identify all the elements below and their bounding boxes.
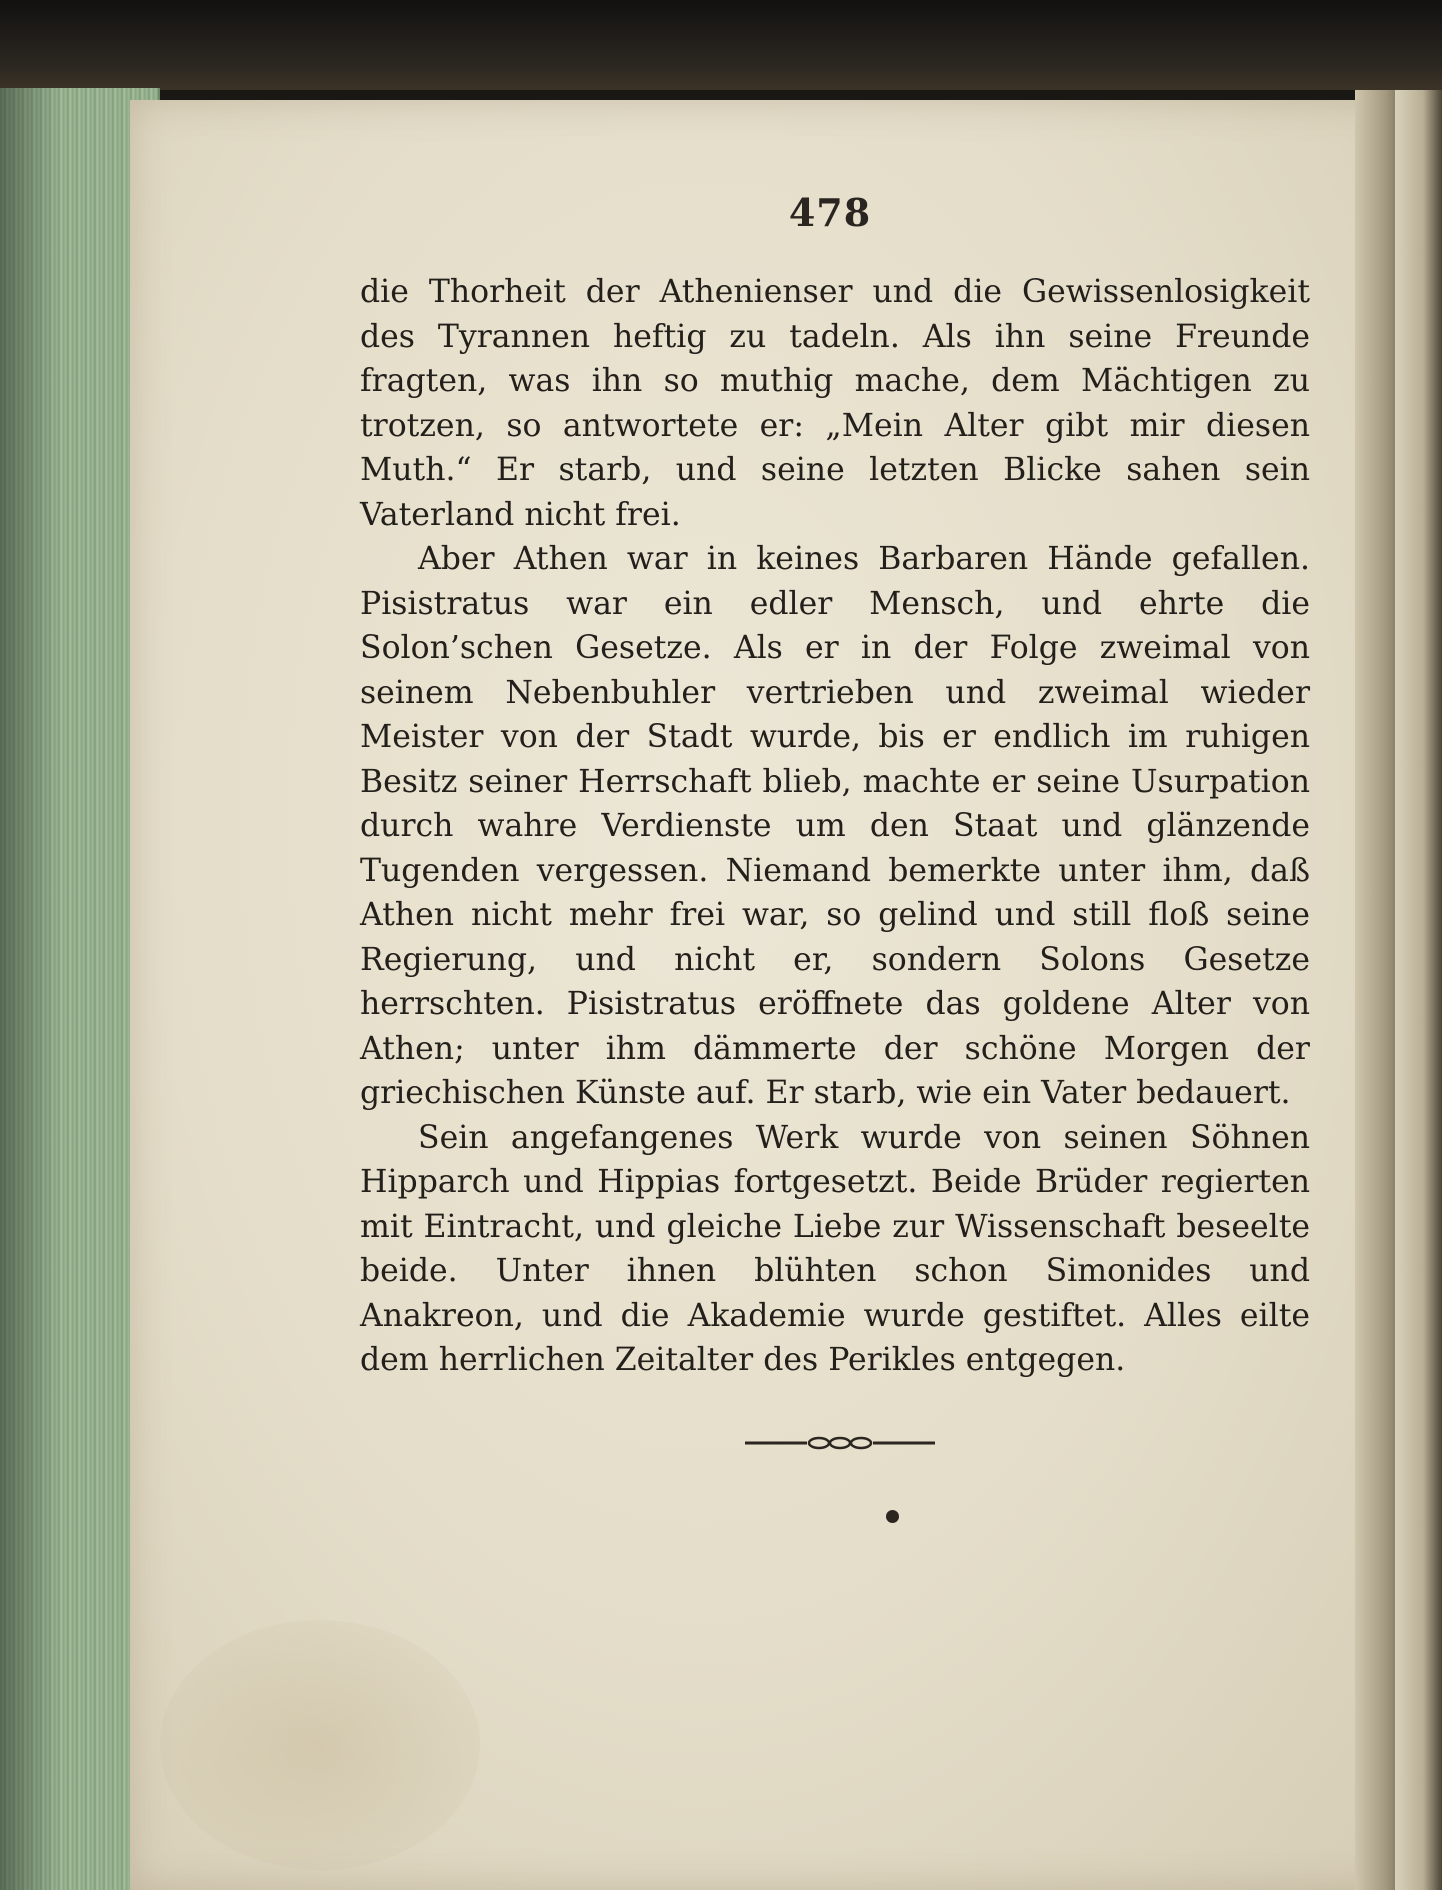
divider-ornament-icon <box>745 1431 935 1455</box>
paragraph-1: die Thorheit der Athenienser und die Gewissenlosigkeit des Tyrannen heftig zu tadeln. Als ihn seine Freunde fragten, was ihn so muthig mache, dem Mächtigen zu trotzen, so antwortete er: „Mein Alter gibt mir diesen Muth.“ Er starb, und seine letzten Blicke sahen sein Vaterland nicht frei. <box>360 274 1310 533</box>
ink-dot <box>886 1510 899 1523</box>
paragraph-3: Sein angefangenes Werk wurde von seinen Söhnen Hipparch und Hippias fortgesetzt. Beide Brüder regierten mit Eintracht, und gleiche Liebe zur Wissenschaft beseelte beide. Unter ihnen blühten schon Simonides und Anakreon, und die Akademie wurde gestiftet. Alles eilte dem herrlichen Zeitalter des Perikles entgegen. <box>360 1119 1310 1378</box>
facing-page-edge <box>1395 90 1442 1890</box>
page-edges-shade <box>0 88 60 1890</box>
body-text <box>360 270 1310 1383</box>
paper-stain <box>160 1620 480 1870</box>
page-number: 478 <box>788 190 872 235</box>
top-binding <box>0 0 1442 90</box>
paragraph-2: Aber Athen war in keines Barbaren Hände gefallen. Pisistratus war ein edler Mensch, und ehrte die Solon’schen Gesetze. Als er in der Folge zweimal von seinem Nebenbuhler vertrieben und zweimal wieder Meister von der Stadt wurde, bis er endlich im ruhigen Besitz seiner Herrschaft blieb, machte er seine Usurpation durch wahre Verdienste um den Staat und glänzende Tugenden vergessen. Niemand bemerkte unter ihm, daß Athen nicht mehr frei war, so gelind und still floß seine Regierung, und nicht er, sondern Solons Gesetze herrschten. Pisistratus eröffnete das goldene Alter von Athen; unter ihm dämmerte der schöne Morgen der griechischen Künste auf. Er starb, wie ein Vater bedauert. <box>360 541 1310 1111</box>
